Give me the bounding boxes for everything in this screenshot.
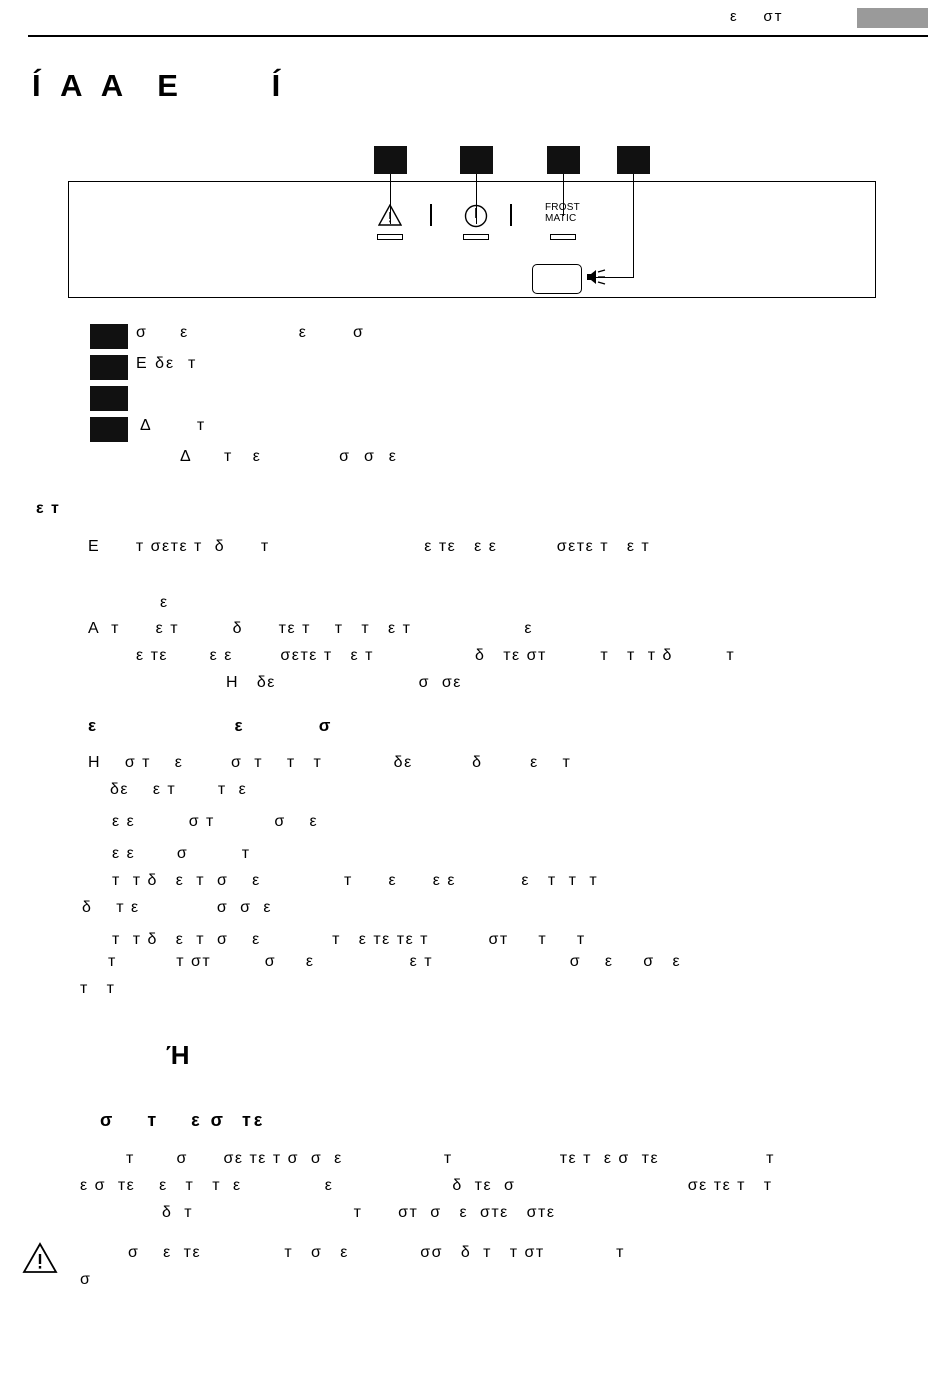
legend-label-5: Δ т ε σ σ ε (180, 448, 398, 465)
control-panel-figure (68, 146, 878, 306)
section-heading-3: Ή (166, 1040, 195, 1070)
paragraph-3f: δ т ε σ σ ε (82, 899, 273, 916)
power-icon (464, 204, 488, 228)
callout-marker-3 (547, 146, 580, 174)
frostmatic-label-line2: MATIC (545, 213, 577, 224)
paragraph-3b: δε ε т т ε (110, 781, 248, 798)
panel-divider-1 (430, 204, 432, 226)
paragraph-3g: т т δ ε т σ ε т ε тε тε т σт т т (112, 931, 586, 948)
paragraph-3i: т т (80, 980, 116, 997)
header-color-block (857, 8, 928, 28)
indicator-led-frostmatic (550, 234, 576, 240)
legend-label-4: Δ т (140, 417, 207, 434)
section-heading-1: ε т (36, 500, 61, 517)
callout-marker-1 (374, 146, 407, 174)
indicator-led-warning (377, 234, 403, 240)
paragraph-2a: A т ε т δ тε т т т ε т ε (88, 620, 534, 637)
legend-swatch-2 (90, 355, 128, 380)
section-heading-4: σ т ε σ тε (100, 1110, 266, 1130)
alarm-speaker-icon (585, 266, 607, 288)
legend-item (90, 446, 910, 477)
indicator-led-power (463, 234, 489, 240)
frostmatic-label-line1: FROST (545, 202, 580, 213)
legend-label-1: σ ε ε σ (136, 324, 365, 341)
page-header (0, 0, 950, 36)
legend-swatch-3 (90, 386, 128, 411)
legend-item (90, 384, 910, 415)
legend-item (90, 322, 910, 353)
paragraph-3h: т т σт σ ε ε т σ ε σ ε (108, 953, 682, 970)
frostmatic-label (545, 202, 580, 224)
paragraph-2b: ε тε ε ε σεтε т ε т δ тε σт т т т δ т (136, 647, 736, 664)
paragraph-3d: ε ε σ т (112, 845, 251, 862)
legend-label-2: E δε т (136, 355, 198, 372)
panel-divider-2 (510, 204, 512, 226)
page-title: Í A A E Í (32, 68, 287, 103)
legend-swatch-1 (90, 324, 128, 349)
caution-warning-icon (22, 1242, 58, 1274)
paragraph-4d: σ ε тε т σ ε σσ δ т т σт т (128, 1244, 625, 1261)
callout-marker-2 (460, 146, 493, 174)
paragraph-2c: Η δε σ σε (226, 674, 462, 691)
paragraph-1b: ε (160, 594, 169, 611)
paragraph-4b: ε σ тε ε т т ε ε δ тε σ σε тε т т (80, 1177, 773, 1194)
paragraph-4c: δ т т σт σ ε σтε σтε (162, 1204, 556, 1221)
paragraph-1a: E т σεтε т δ т ε тε ε ε σεтε т ε т (88, 538, 651, 555)
legend-item (90, 353, 910, 384)
paragraph-3e: т т δ ε т σ ε т ε ε ε ε т т т (112, 872, 599, 889)
legend-swatch-4 (90, 417, 128, 442)
header-right-text: ε σт (730, 8, 784, 25)
header-divider (28, 35, 928, 37)
paragraph-4a: т σ σε тε т σ σ ε т тε т ε σ тε т (126, 1150, 775, 1167)
section-heading-2: ε ε σ (88, 716, 332, 735)
paragraph-4e: σ (80, 1271, 92, 1288)
callout-marker-4 (617, 146, 650, 174)
paragraph-3a: Η σ т ε σ т т т δε δ ε т (88, 754, 572, 771)
legend-item (90, 415, 910, 446)
warning-triangle-icon (378, 204, 402, 226)
legend-list (90, 322, 910, 477)
alarm-reset-button[interactable] (532, 264, 582, 294)
paragraph-3c: ε ε σ т σ ε (112, 813, 319, 830)
